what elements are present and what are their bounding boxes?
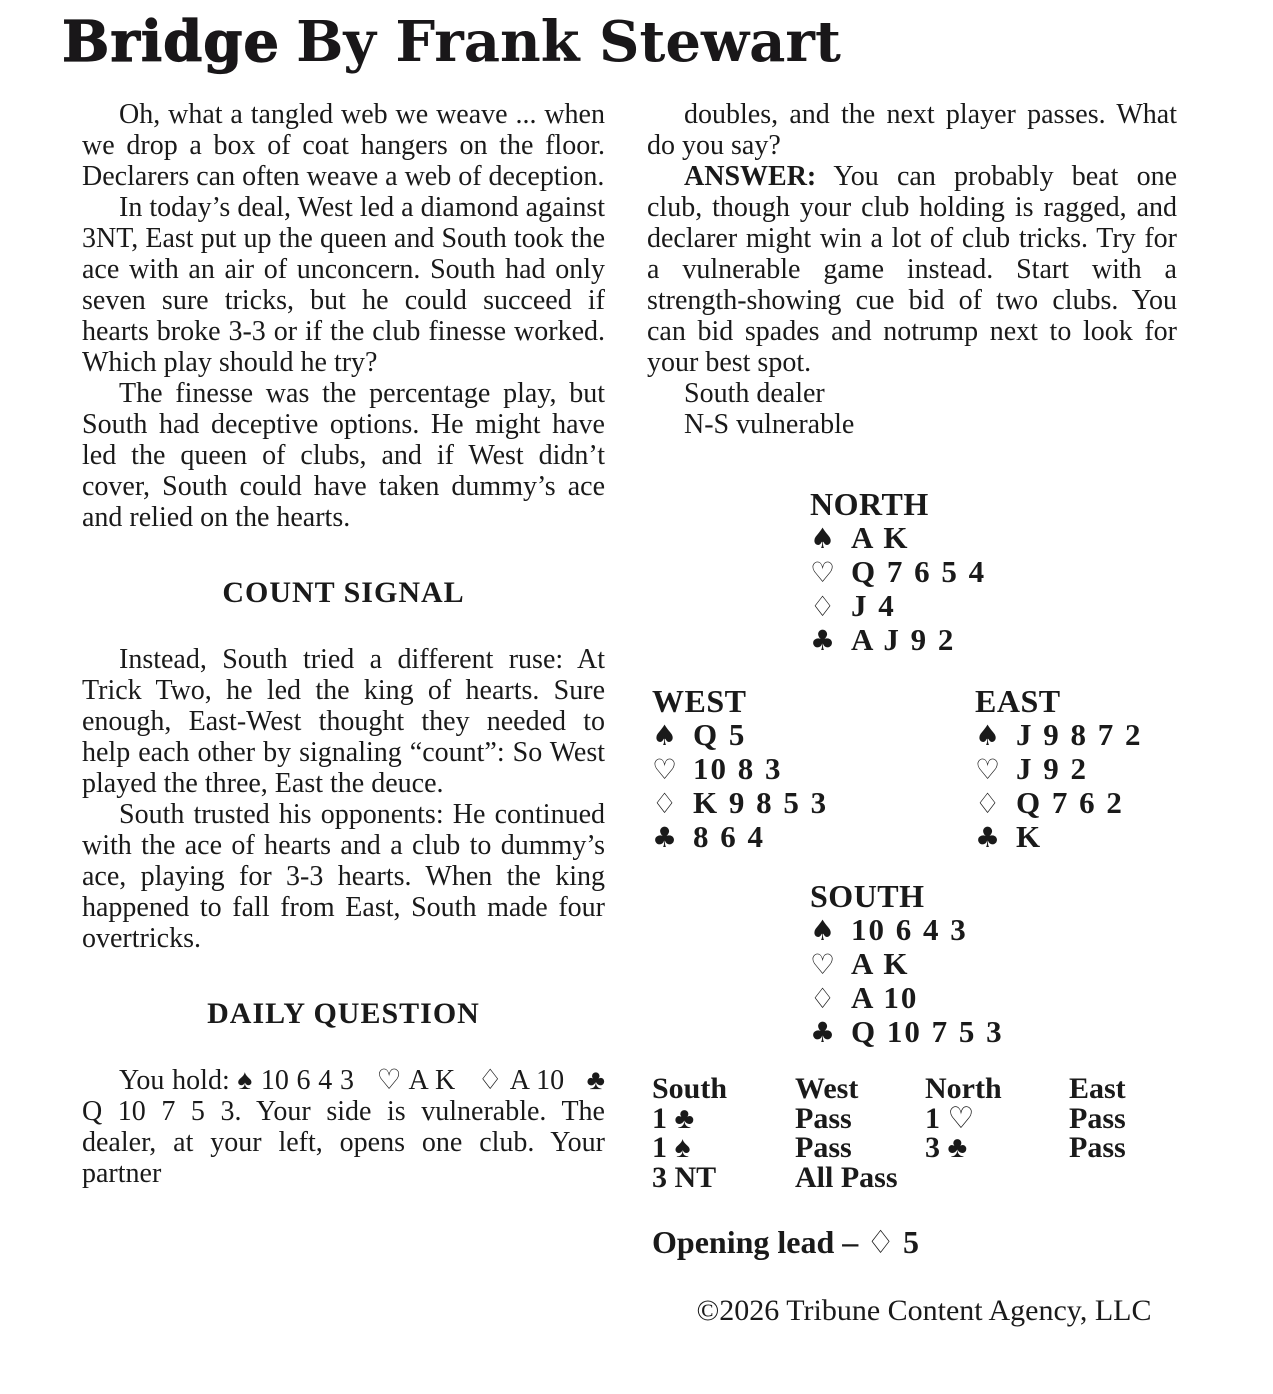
east-hand (975, 685, 1143, 854)
paragraph-doubles: doubles, and the next player passes. What do you say? (647, 99, 1177, 161)
bid-cell: 1 ♡ (925, 1101, 975, 1135)
diamond-icon: ♢ (975, 787, 1001, 820)
south-diamonds-row (810, 981, 1177, 1015)
bid-cell: 1 ♣ (652, 1101, 695, 1135)
bid-header-north: North (925, 1072, 1002, 1105)
opening-lead-line: Opening lead – ♢ 5 (652, 1224, 919, 1260)
south-hearts-row (810, 947, 1177, 981)
answer-label: ANSWER: (684, 161, 817, 192)
east-diamonds-row (975, 786, 1143, 820)
east-hand-label: EAST (975, 683, 1061, 719)
bid-cell: Pass (795, 1101, 852, 1135)
south-clubs-row (810, 1015, 1177, 1049)
south-clubs-cards: Q 10 7 5 3 (851, 1014, 1004, 1049)
vulnerable-line: N-S vulnerable (684, 409, 855, 440)
south-diamonds-cards: A 10 (851, 980, 919, 1015)
south-hearts-cards: A K (851, 946, 910, 981)
spade-icon: ♠ (810, 522, 836, 555)
bid-cell: Pass (1069, 1101, 1126, 1135)
heart-icon: ♡ (810, 948, 836, 981)
dealer-line: South dealer (684, 378, 825, 409)
club-icon: ♣ (810, 624, 836, 657)
north-hearts-row (810, 555, 1177, 589)
bidding-table (652, 1074, 1177, 1192)
paragraph-todays-deal: In today’s deal, West led a diamond against 3NT, East put up the queen and South took the ace with an air of unconcern. South had only seven sure tricks, but he could succeed if hearts broke 3-3 or if the club finesse worked. Which play should he try? (82, 192, 605, 378)
north-spades-cards: A K (851, 520, 910, 555)
section-heading-daily-question: DAILY QUESTION (207, 997, 480, 1030)
spade-icon: ♠ (810, 914, 836, 947)
bid-cell: 3 ♣ (925, 1131, 968, 1164)
bid-cell: 3 NT (652, 1160, 717, 1194)
bid-cell: 1 ♠ (652, 1131, 691, 1164)
north-diamonds-row (810, 589, 1177, 623)
south-hand (810, 880, 1177, 1049)
bid-cell (1069, 1163, 1177, 1193)
diamond-icon: ♢ (810, 982, 836, 1015)
heart-icon: ♡ (652, 753, 678, 786)
left-column (82, 99, 605, 1189)
paragraph-ruse: Instead, South tried a different ruse: At Trick Two, he led the king of hearts. Sure enough, East-West thought they needed to help each other by signaling “count”: So West played the three, East the deuce. (82, 644, 605, 799)
paragraph-you-hold: You hold: ♠ 10 6 4 3 ♡ A K ♢ A 10 ♣ Q 10 7 5 3. Your side is vulnerable. The dealer, at your left, opens one club. Your partner (82, 1065, 605, 1189)
page-title (62, 6, 841, 78)
west-diamonds-cards: K 9 8 5 3 (693, 785, 829, 820)
west-diamonds-row (652, 786, 975, 820)
diamond-icon: ♢ (652, 787, 678, 820)
west-hearts-row (652, 752, 975, 786)
west-hearts-cards: 10 8 3 (693, 751, 783, 786)
north-clubs-cards: A J 9 2 (851, 622, 956, 657)
paragraph-answer (647, 161, 1177, 378)
east-clubs-row (975, 820, 1143, 854)
club-icon: ♣ (975, 821, 1001, 854)
club-icon: ♣ (810, 1016, 836, 1049)
west-spades-cards: Q 5 (693, 717, 747, 752)
west-clubs-cards: 8 6 4 (693, 819, 765, 854)
east-diamonds-cards: Q 7 6 2 (1016, 785, 1124, 820)
bid-cell: All Pass (795, 1160, 898, 1194)
south-spades-row (810, 913, 1177, 947)
north-hearts-cards: Q 7 6 5 4 (851, 554, 987, 589)
paragraph-finesse: The finesse was the percentage play, but South had deceptive options. He might have led the queen of clubs, and if West didn’t cover, South could have taken dummy’s ace and relied on the hearts. (82, 378, 605, 533)
bid-cell (925, 1163, 1069, 1193)
copyright-line: ©2026 Tribune Content Agency, LLC (696, 1294, 1152, 1327)
south-spades-cards: 10 6 4 3 (851, 912, 968, 947)
west-east-hands (647, 685, 1177, 854)
east-spades-cards: J 9 8 7 2 (1016, 717, 1143, 752)
east-clubs-cards: K (1016, 819, 1043, 854)
bid-cell: Pass (1069, 1131, 1126, 1164)
south-hand-label: SOUTH (810, 878, 925, 914)
club-icon: ♣ (652, 821, 678, 854)
east-hearts-cards: J 9 2 (1016, 751, 1088, 786)
column-name: Bridge (62, 9, 281, 75)
east-hearts-row (975, 752, 1143, 786)
west-hand (652, 685, 975, 854)
bid-header-south: South (652, 1072, 728, 1105)
north-clubs-row (810, 623, 1177, 657)
north-hand (810, 488, 1177, 657)
north-hand-label: NORTH (810, 486, 929, 522)
section-heading-count-signal: COUNT SIGNAL (222, 576, 465, 609)
heart-icon: ♡ (810, 556, 836, 589)
north-spades-row (810, 521, 1177, 555)
paragraph-trusted: South trusted his opponents: He continued with the ace of hearts and a club to dummy’s ace, playing for 3-3 hearts. When the king happened to fall from East, South made four overtricks. (82, 799, 605, 954)
diamond-icon: ♢ (810, 590, 836, 623)
spade-icon: ♠ (652, 719, 678, 752)
bid-header-east: East (1069, 1072, 1126, 1105)
north-diamonds-cards: J 4 (851, 588, 896, 623)
paragraph-intro: Oh, what a tangled web we weave ... when we drop a box of coat hangers on the floor. Declarers can often weave a web of deception. (82, 99, 605, 192)
west-clubs-row (652, 820, 975, 854)
west-hand-label: WEST (652, 683, 747, 719)
east-spades-row (975, 718, 1143, 752)
spade-icon: ♠ (975, 719, 1001, 752)
heart-icon: ♡ (975, 753, 1001, 786)
answer-text: You can probably beat one club, though your club holding is ragged, and declarer might win a lot of club tricks. Try for a vulnerable game instead. Start with a strength-showing cue bid of two clubs. You can bid spades and notrump next to look for your best spot. (647, 161, 1177, 378)
byline: By Frank Stewart (296, 9, 841, 75)
bid-header-west: West (795, 1072, 859, 1105)
bid-cell: Pass (795, 1131, 852, 1164)
west-spades-row (652, 718, 975, 752)
right-column (647, 99, 1177, 1328)
